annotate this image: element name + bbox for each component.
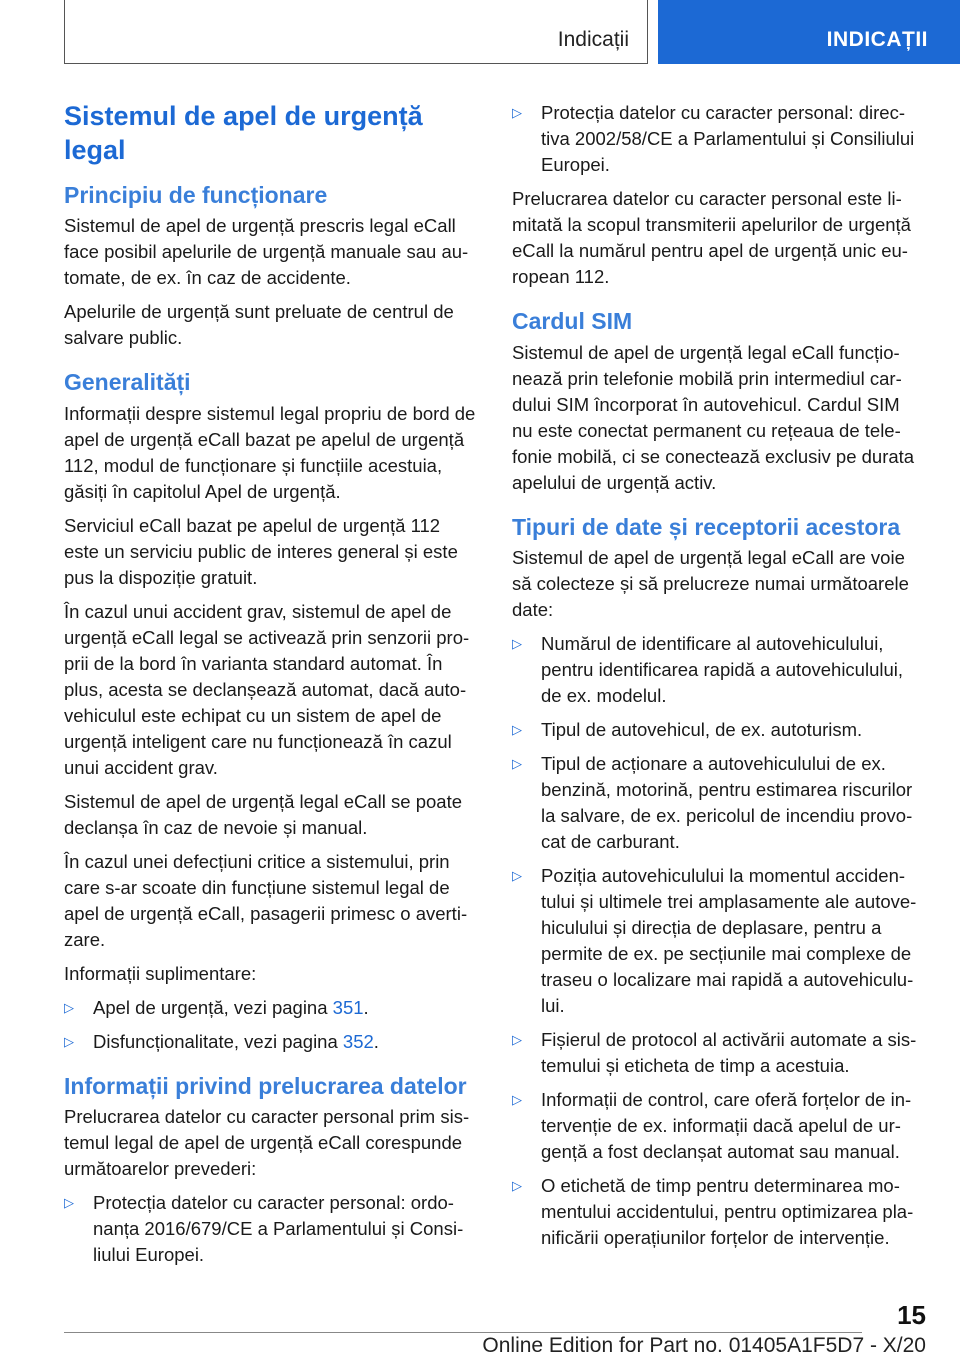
list-item-text: Protecția datelor cu caracter personal: ordonanța 2016/679/CE a Parlamentului și Consiliului Europei. xyxy=(93,1192,464,1266)
list-item-text: Fișierul de protocol al activării automate a sistemului și eticheta de timp a acestuia. xyxy=(541,1029,917,1077)
bullet-list xyxy=(512,100,925,178)
section-heading-card-sim: Cardul SIM xyxy=(512,308,633,334)
bullet-triangle-icon: ▷ xyxy=(512,105,522,120)
header-frame xyxy=(64,0,648,64)
section-heading-generalitati: Generalități xyxy=(64,369,191,396)
footer-edition: Online Edition for Part no. 01405A1F5D7 - X/20 xyxy=(482,1334,926,1357)
page-link-352[interactable]: 352 xyxy=(342,1030,374,1052)
list-item-text: O etichetă de timp pentru determinarea momentului accidentului, pentru optimizarea planificării operațiunilor forțelor de intervenție. xyxy=(541,1175,914,1249)
bullet-list xyxy=(64,1190,476,1268)
paragraph: Informații despre sistemul legal propriu de bord de apel de urgență eCall bazat pe apelul de urgență 112, modul de funcționare și funcțiile acestuia, găsiți în capitolul Apel de urgență. xyxy=(64,402,476,502)
bullet-triangle-icon: ▷ xyxy=(512,868,522,884)
right-column xyxy=(512,100,925,1259)
paragraph: Informații suplimentare: xyxy=(64,962,257,984)
reference-end: . xyxy=(373,1030,379,1052)
left-column xyxy=(64,100,476,1276)
list-item xyxy=(512,1027,925,1079)
paragraph: Apelurile de urgență sunt preluate de centrul de salvare public. xyxy=(64,301,454,349)
page-number: 15 xyxy=(897,1300,926,1330)
list-item-text: Tipul de autovehicul, de ex. autoturism. xyxy=(541,719,863,741)
list-item-text: Protecția datelor cu caracter personal: directiva 2002/58/CE a Parlamentului și Consiliului Europei. xyxy=(541,102,915,175)
list-item xyxy=(64,1029,476,1055)
reference-end: . xyxy=(363,996,369,1018)
section-heading-tipuri-date: Tipuri de date și receptorii acestora xyxy=(512,513,901,540)
list-item xyxy=(64,995,476,1021)
list-item xyxy=(512,863,925,1019)
bullet-triangle-icon: ▷ xyxy=(512,1178,522,1194)
bullet-list xyxy=(512,631,925,1251)
reference-list xyxy=(64,995,476,1055)
list-item xyxy=(512,1087,925,1165)
bullet-triangle-icon: ▷ xyxy=(512,636,522,652)
paragraph: Serviciul eCall bazat pe apelul de urgență 112 este un serviciu public de interes general și este pus la dispoziție gratuit. xyxy=(64,514,458,588)
bullet-triangle-icon: ▷ xyxy=(512,722,522,738)
reference-text: Apel de urgență, vezi pagina xyxy=(93,996,333,1018)
list-item xyxy=(512,717,925,743)
paragraph: Sistemul de apel de urgență prescris legal eCall face posibil apelurile de urgență manuale sau automate, de ex. în caz de accidente. xyxy=(64,215,469,289)
list-item xyxy=(512,100,925,178)
bullet-triangle-icon: ▷ xyxy=(512,1092,522,1108)
paragraph: Prelucrarea datelor cu caracter personal prim sistemul legal de apel de urgență eCall corespunde următoarelor prevederi: xyxy=(64,1106,470,1180)
bullet-triangle-icon: ▷ xyxy=(64,999,74,1015)
bullet-triangle-icon: ▷ xyxy=(512,1032,522,1048)
list-item-text: Poziția autovehiculului la momentul accidentului și ultimele trei amplasamente ale autovehiculului și direcția de deplasare, pentru a permite de ex. pe secțiunile mai complexe de traseu o localizare mai rapidă a autovehiculului. xyxy=(541,865,917,1017)
footer-divider xyxy=(64,1332,862,1333)
paragraph: Sistemul de apel de urgență legal eCall funcționează prin telefonie mobilă prin intermediul cardului SIM încorporat în autovehicul. Cardul SIM nu este conectat permanent cu rețeaua de telefonie mobilă, ci se conectează exclusiv pe durata apelului de urgență activ. xyxy=(512,341,915,493)
section-heading-prelucrare-date: Informații privind prelucrarea datelor xyxy=(64,1072,467,1099)
paragraph: În cazul unui accident grav, sistemul de apel de urgență eCall legal se activează prin senzorii proprii de la bord în varianta standard automat. În plus, acesta se declanșează automat, dacă autovehiculul este echipat cu un sistem de apel de urgență inteligent care nu funcționează în cazul unui accident grav. xyxy=(64,600,470,778)
list-item xyxy=(64,1190,476,1268)
bullet-triangle-icon: ▷ xyxy=(64,1195,74,1211)
list-item-text: Tipul de acționare a autovehiculului de ex. benzină, motorină, pentru estimarea riscurilor la salvare, de ex. pericolul de incendiu provocat de carburant. xyxy=(541,753,913,853)
list-item xyxy=(512,751,925,855)
paragraph: Sistemul de apel de urgență legal eCall se poate declanșa în caz de nevoie și manual. xyxy=(64,790,463,838)
header-section-title: Indicații xyxy=(557,28,629,51)
bullet-triangle-icon: ▷ xyxy=(64,1033,74,1049)
paragraph: În cazul unei defecțiuni critice a sistemului, prin care s-ar scoate din funcțiune sistemul legal de apel de urgență eCall, pasagerii primesc o avertizare. xyxy=(64,850,468,950)
list-item xyxy=(512,1173,925,1251)
list-item-text: Informații de control, care oferă forțelor de intervenție de ex. informații dacă apelul de urgență a fost declanșat automat sau manual. xyxy=(541,1089,912,1163)
page-title: Sistemul de apel de urgență legal xyxy=(64,101,423,165)
header-chapter-tab: INDICAȚII xyxy=(658,0,960,64)
page-link-351[interactable]: 351 xyxy=(332,996,364,1018)
list-item xyxy=(512,631,925,709)
paragraph: Prelucrarea datelor cu caracter personal este limitată la scopul transmiterii apelurilor de urgență eCall la numărul pentru apel de urgență unic european 112. xyxy=(512,188,911,287)
list-item-text: Numărul de identificare al autovehiculului, pentru identificarea rapidă a autovehiculului, de ex. modelul. xyxy=(541,633,904,707)
paragraph: Sistemul de apel de urgență legal eCall are voie să colecteze și să prelucreze numai următoarele date: xyxy=(512,547,909,621)
section-heading-principiu: Principiu de funcționare xyxy=(64,181,328,208)
bullet-triangle-icon: ▷ xyxy=(512,756,522,772)
reference-text: Disfuncționalitate, vezi pagina xyxy=(93,1030,343,1052)
